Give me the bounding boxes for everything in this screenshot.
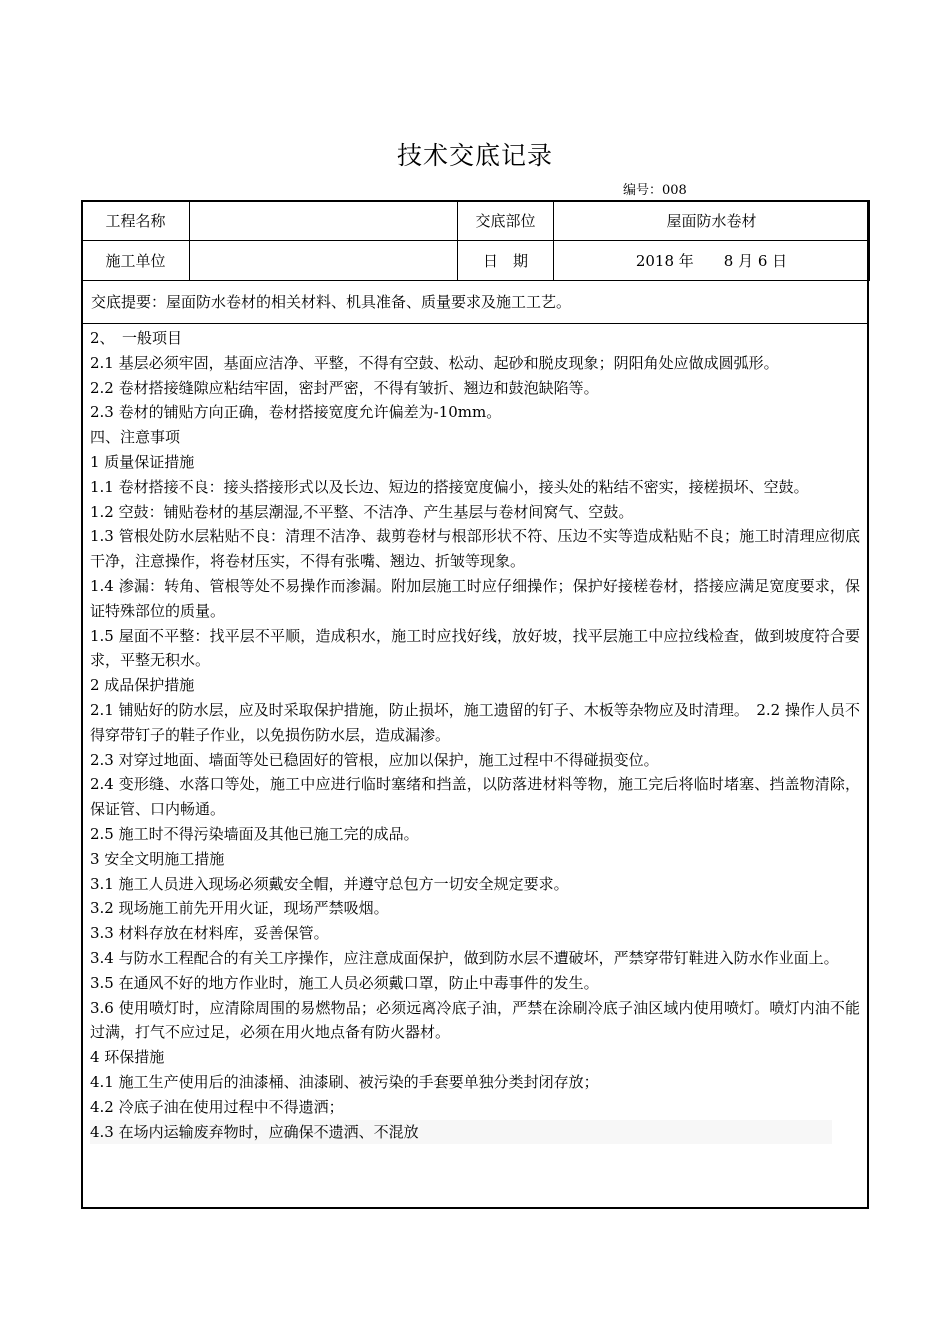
content-line: 四、注意事项 (90, 428, 181, 447)
handover-part-label: 交底部位 (458, 201, 554, 241)
header-row-project (82, 201, 870, 241)
date-value: 2018 年 8 月 6 日 (554, 241, 870, 281)
content-line: 4 环保措施 (90, 1048, 165, 1067)
content-line: 4.3 在场内运输废弃物时，应确保不遗洒、不混放 (90, 1120, 832, 1145)
content-line: 3.2 现场施工前先开用火证，现场严禁吸烟。 (90, 899, 389, 918)
content-line: 3.3 材料存放在材料库，妥善保管。 (90, 924, 329, 943)
construction-unit-label: 施工单位 (82, 241, 190, 281)
construction-unit-value (190, 241, 458, 281)
content-line: 2.5 施工时不得污染墙面及其他已施工完的成品。 (90, 824, 419, 843)
header-table (81, 200, 870, 281)
content-line: 2.1 基层必须牢固，基面应洁净、平整，不得有空鼓、松动、起砂和脱皮现象；阴阳角处应做成圆弧形。 (90, 353, 779, 372)
header-row-unit (82, 241, 870, 281)
handover-summary: 交底提要：屋面防水卷材的相关材料、机具准备、质量要求及施工工艺。 (83, 280, 867, 324)
page-title: 技术交底记录 (396, 141, 553, 170)
handover-content (90, 326, 860, 1144)
project-name-value (190, 201, 458, 241)
content-line: 3.1 施工人员进入现场必须戴安全帽，并遵守总包方一切安全规定要求。 (90, 874, 569, 893)
content-line: 2.2 卷材搭接缝隙应粘结牢固，密封严密，不得有皱折、翘边和鼓泡缺陷等。 (90, 378, 599, 397)
content-line: 1.2 空鼓：铺贴卷材的基层潮湿,不平整、不洁净、产生基层与卷材间窝气、空鼓。 (90, 502, 634, 521)
content-line: 1.5 屋面不平整：找平层不平顺，造成积水，施工时应找好线，放好坡，找平层施工中应拉线检查，做到坡度符合要求，平整无积水。 (90, 626, 860, 670)
content-line: 2.4 变形缝、水落口等处，施工中应进行临时塞绪和挡盖，以防落进材料等物，施工完后将临时堵塞、挡盖物清除，保证管、口内畅通。 (90, 775, 860, 819)
handover-part-value: 屋面防水卷材 (554, 201, 870, 241)
project-name-label: 工程名称 (82, 201, 190, 241)
content-line: 2.1 铺贴好的防水层，应及时采取保护措施，防止损坏，施工遗留的钉子、木板等杂物应及时清理。 2.2 操作人员不得穿带钉子的鞋子作业，以免损伤防水层，造成漏渗。 (90, 700, 860, 744)
content-line: 1.3 管根处防水层粘贴不良：清理不洁净、裁剪卷材与根部形状不符、压边不实等造成粘贴不良；施工时清理应彻底干净，注意操作，将卷材压实，不得有张嘴、翘边、折皱等现象。 (90, 527, 860, 571)
date-label: 日 期 (458, 241, 554, 281)
content-line: 3.4 与防水工程配合的有关工序操作，应注意成面保护，做到防水层不遭破坏，严禁穿带钉鞋进入防水作业面上。 (90, 948, 839, 967)
content-line: 4.1 施工生产使用后的油漆桶、油漆刷、被污染的手套要单独分类封闭存放； (90, 1072, 599, 1091)
content-line: 4.2 冷底子油在使用过程中不得遗洒； (90, 1097, 344, 1116)
content-line: 3.5 在通风不好的地方作业时，施工人员必须戴口罩，防止中毒事件的发生。 (90, 973, 599, 992)
content-line: 1.1 卷材搭接不良：接头搭接形式以及长边、短边的搭接宽度偏小，接头处的粘结不密实，接槎损坏、空鼓。 (90, 477, 809, 496)
content-line: 1.4 渗漏：转角、管根等处不易操作而渗漏。附加层施工时应仔细操作；保护好接槎卷材，搭接应满足宽度要求，保证特殊部位的质量。 (90, 576, 860, 620)
content-line: 1 质量保证措施 (90, 452, 195, 471)
content-line: 3 安全文明施工措施 (90, 849, 225, 868)
content-line: 2、 一般项目 (90, 329, 183, 347)
document-number: 编号：008 (623, 183, 687, 198)
content-line: 2 成品保护措施 (90, 676, 195, 695)
content-line: 3.6 使用喷灯时，应清除周围的易燃物品；必须远离冷底子油，严禁在涂刷冷底子油区域内使用喷灯。喷灯内油不能过满，打气不应过足，必须在用火地点备有防火器材。 (90, 998, 860, 1042)
content-line: 2.3 卷材的铺贴方向正确，卷材搭接宽度允许偏差为-10mm。 (90, 403, 502, 422)
content-line: 2.3 对穿过地面、墙面等处已稳固好的管根，应加以保护，施工过程中不得碰损变位。 (90, 750, 659, 769)
